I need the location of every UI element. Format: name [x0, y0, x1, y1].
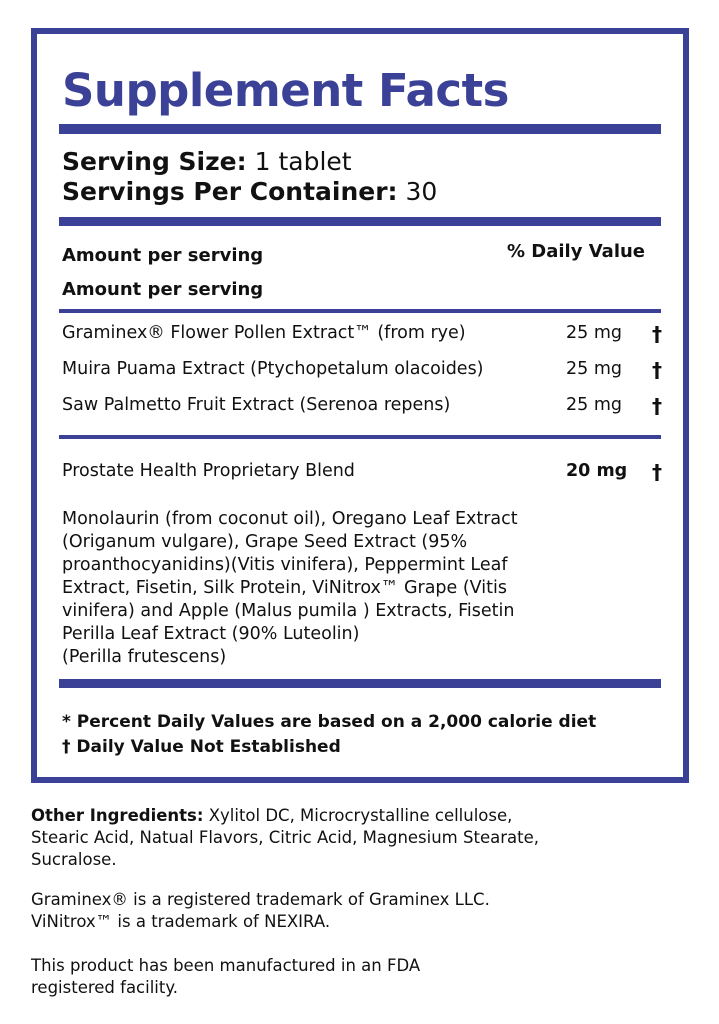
- trademark-notice: [31, 889, 691, 933]
- divider-thin: [59, 435, 661, 439]
- dagger-mark: †: [652, 322, 662, 346]
- other-ingredients-line: Stearic Acid, Natual Flavors, Citric Acid, Magnesium Stearate,: [31, 828, 539, 847]
- trademark-line: Graminex® is a registered trademark of Graminex LLC.: [31, 890, 490, 909]
- servings-per-container-line: [62, 177, 437, 206]
- blend-name: Prostate Health Proprietary Blend: [62, 461, 355, 481]
- footnote-daily-values: * Percent Daily Values are based on a 2,000 calorie diet: [62, 712, 597, 732]
- supplement-facts-panel: [31, 28, 689, 783]
- serving-size-label: Serving Size:: [62, 147, 247, 176]
- blend-line: Perilla Leaf Extract (90% Luteolin): [62, 624, 360, 644]
- ingredient-name: Muira Puama Extract (Ptychopetalum olacoides): [62, 359, 484, 379]
- blend-line: (Origanum vulgare), Grape Seed Extract (95%: [62, 532, 468, 552]
- ingredient-amount: 25 mg: [566, 323, 622, 343]
- other-ingredients-label: Other Ingredients:: [31, 806, 204, 825]
- divider-medium: [59, 679, 661, 688]
- divider-thick: [59, 124, 661, 134]
- ingredient-name: Saw Palmetto Fruit Extract (Serenoa repens): [62, 395, 451, 415]
- trademark-line: ViNitrox™ is a trademark of NEXIRA.: [31, 912, 331, 931]
- servings-per-container-label: Servings Per Container:: [62, 177, 398, 206]
- ingredient-name: Graminex® Flower Pollen Extract™ (from rye): [62, 323, 466, 343]
- blend-line: proanthocyanidins)(Vitis vinifera), Peppermint Leaf: [62, 555, 508, 575]
- blend-ingredient-list: [62, 508, 622, 669]
- divider-medium: [59, 217, 661, 226]
- serving-size-value: 1 tablet: [254, 147, 352, 176]
- servings-per-container-value: 30: [405, 177, 438, 206]
- other-ingredients-text: Xylitol DC, Microcrystalline cellulose,: [203, 806, 513, 825]
- fda-line: This product has been manufactured in an FDA: [31, 956, 421, 975]
- blend-line: (Perilla frutescens): [62, 647, 227, 667]
- divider-thin: [59, 309, 661, 313]
- ingredient-amount: 25 mg: [566, 359, 622, 379]
- blend-amount: 20 mg: [566, 461, 628, 481]
- amount-header-repeat: Amount per serving: [62, 279, 264, 300]
- daily-value-header: % Daily Value: [507, 241, 646, 262]
- fda-notice: [31, 955, 691, 999]
- blend-line: Extract, Fisetin, Silk Protein, ViNitrox™ Grape (Vitis: [62, 578, 507, 598]
- panel-title: Supplement Facts: [62, 64, 509, 117]
- dagger-mark: †: [652, 460, 662, 484]
- serving-size-line: [62, 147, 352, 176]
- dagger-mark: †: [652, 394, 662, 418]
- blend-line: Monolaurin (from coconut oil), Oregano Leaf Extract: [62, 509, 518, 529]
- other-ingredients-line: Sucralose.: [31, 850, 117, 869]
- amount-header: Amount per serving: [62, 245, 264, 266]
- other-ingredients: [31, 805, 691, 871]
- dagger-mark: †: [652, 358, 662, 382]
- blend-line: vinifera) and Apple (Malus pumila ) Extracts, Fisetin: [62, 601, 515, 621]
- ingredient-amount: 25 mg: [566, 395, 622, 415]
- other-ingredients-line: [31, 805, 691, 827]
- fda-line: registered facility.: [31, 978, 179, 997]
- footnote-dagger: † Daily Value Not Established: [62, 737, 341, 757]
